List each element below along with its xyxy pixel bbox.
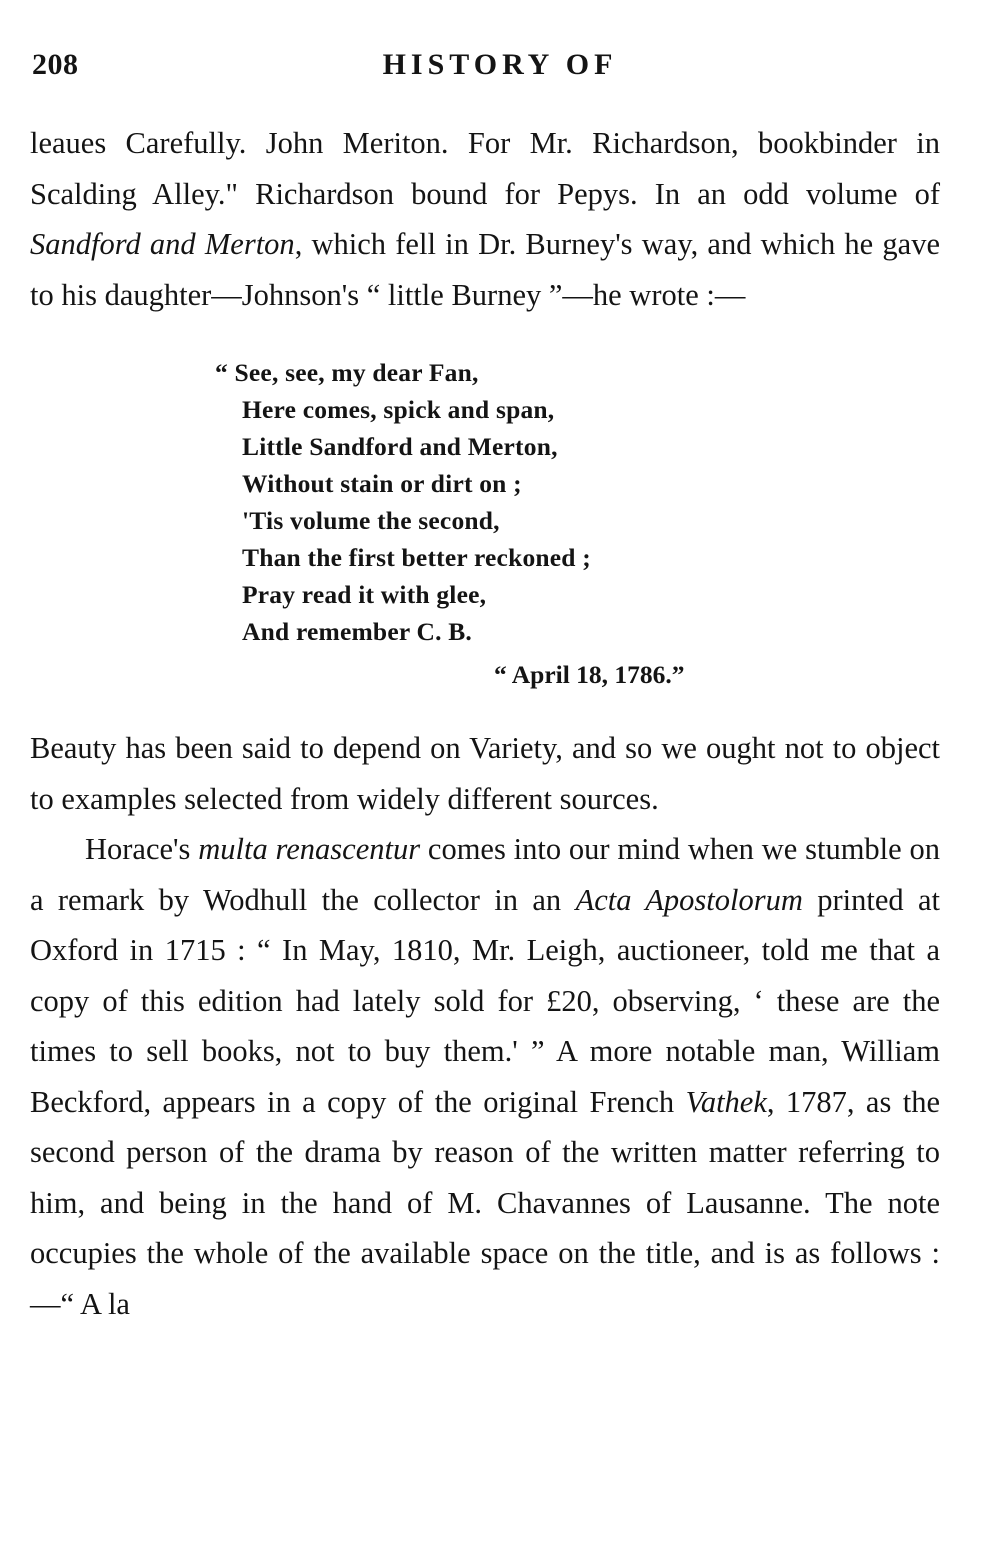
running-head: HISTORY OF — [382, 48, 618, 81]
paragraph-1 — [30, 118, 940, 320]
paragraph-1-part-b: , which fell in Dr. Burney's way, and which he gave to his daughter—Johnson's “ little Burney ”—he wrote :— — [30, 227, 941, 312]
verse-line: Little Sandford and Merton, — [242, 432, 558, 461]
verse-line: Without stain or dirt on ; — [242, 469, 522, 498]
verse-line: 'Tis volume the second, — [242, 506, 500, 535]
paragraph-3-italic-phrase: multa renascentur — [198, 832, 421, 866]
paragraph-1-part-a: leaues Carefully. John Meriton. For Mr. Richardson, bookbinder in Scalding Alley." Richardson bound for Pepys. In an odd volume of — [30, 126, 940, 211]
paragraph-3-part-b: comes into our mind when we stumble on a remark by Wodhull the collector in an — [30, 832, 940, 917]
verse-line: “ See, see, my dear Fan, — [215, 358, 479, 387]
page-header — [30, 48, 970, 92]
page-body — [30, 118, 940, 1329]
verse-attribution: “ April 18, 1786.” — [494, 660, 685, 689]
page-number: 208 — [32, 48, 79, 81]
paragraph-3 — [30, 824, 940, 1329]
verse-line: And remember C. B. — [242, 617, 473, 646]
paragraph-3-part-d: , 1787, as the second person of the drama by reason of the written matter referring to him, and being in the hand of M. Chavannes of Lausanne. The note occupies the whole of the available space on the title, and is as follows :—“ A la — [30, 1084, 940, 1321]
verse-line: Than the first better reckoned ; — [242, 543, 591, 572]
verse-line: Pray read it with glee, — [242, 580, 487, 609]
paragraph-2: Beauty has been said to depend on Variety, and so we ought not to object to examples selected from widely different sources. — [30, 731, 940, 816]
verse-block — [30, 354, 940, 693]
paragraph-3-italic-title-vathek: Vathek — [685, 1084, 767, 1119]
paragraph-3-part-a: Horace's — [85, 832, 199, 866]
paragraph-1-italic-title: Sandford and Merton — [30, 227, 295, 261]
verse-line: Here comes, spick and span, — [242, 395, 555, 424]
paragraph-3-part-c: printed at Oxford in 1715 : “ In May, 1810, Mr. Leigh, auctioneer, told me that a copy of this edition had lately sold for £20, observing, ‘ these are the times to sell books, not to buy them.' ” A more notable man, William Beckford, appears in a copy of the original French — [30, 882, 941, 1119]
paragraph-3-italic-title-acta: Acta Apostolorum — [575, 882, 803, 917]
